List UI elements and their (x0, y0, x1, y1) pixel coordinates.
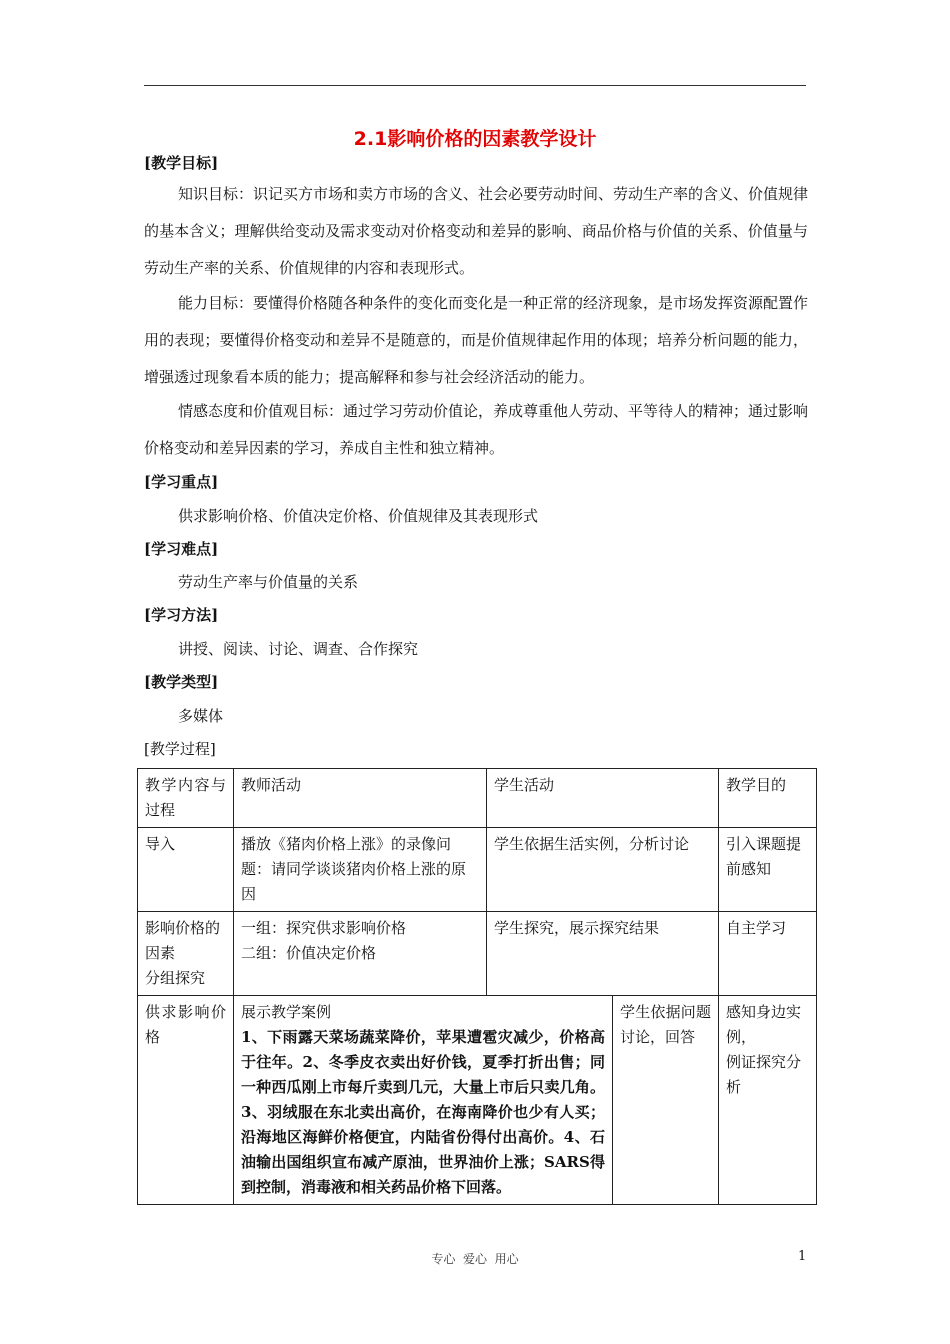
heading-key-points: [学习重点] (144, 473, 219, 491)
heading-difficulty: [学习难点] (144, 540, 219, 558)
cell-content: 导入 (138, 828, 234, 912)
cell-student: 学生探究，展示探究结果 (487, 912, 719, 996)
table-row (138, 828, 817, 912)
header-rule (144, 85, 806, 86)
cell-teacher-cases: 1、下雨露天菜场蔬菜降价，苹果遭雹灾减少，价格高于往年。2、冬季皮衣卖出好价钱，夏季打折出售；同一种西瓜刚上市每斤卖到几元，大量上市后只卖几角。3、羽绒服在东北卖出高价，在海南降价也少有人买；沿海地区海鲜价格便宜，内陆省份得付出高价。4、石油输出国组织宣布减产原油，世界油价上涨；SARS得到控制，消毒液和相关药品价格下回落。 (241, 1028, 605, 1196)
cell-teacher: 播放《猪肉价格上涨》的录像问题：请同学谈谈猪肉价格上涨的原因 (234, 828, 487, 912)
heading-method: [学习方法] (144, 606, 219, 624)
header-content: 教学内容与过程 (138, 769, 234, 828)
paragraph-ability-goal: 能力目标：要懂得价格随各种条件的变化而变化是一种正常的经济现象，是市场发挥资源配置作用的表现；要懂得价格变动和差异不是随意的，而是价值规律起作用的体现；培养分析问题的能力，增强透过现象看本质的能力；提高解释和参与社会经济活动的能力。 (144, 294, 809, 386)
cell-teacher-line: 二组：价值决定价格 (241, 944, 377, 962)
cell-content: 供求影响价格 (138, 996, 234, 1205)
cell-student: 学生依据生活实例，分析讨论 (487, 828, 719, 912)
heading-teaching-goals: [教学目标] (144, 154, 219, 172)
cell-teacher-intro: 展示教学案例 (241, 1003, 332, 1021)
difficulty-text: 劳动生产率与价值量的关系 (178, 573, 359, 591)
teaching-type-text: 多媒体 (178, 707, 224, 725)
process-table (137, 768, 817, 1205)
cell-teacher (234, 912, 487, 996)
page-number: 1 (798, 1249, 807, 1264)
cell-student: 学生依据问题讨论，回答 (613, 996, 719, 1205)
cell-teacher-line: 一组：探究供求影响价格 (241, 919, 407, 937)
paragraph-knowledge-goal: 知识目标：识记买方市场和卖方市场的含义、社会必要劳动时间、劳动生产率的含义、价值规律的基本含义；理解供给变动及需求变动对价格变动和差异的影响、商品价格与价值的关系、价值量与劳动生产率的关系、价值规律的内容和表现形式。 (144, 185, 809, 277)
header-purpose: 教学目的 (719, 769, 817, 828)
cell-content-line: 分组探究 (145, 969, 206, 987)
cell-content-line: 影响价格的因素 (145, 919, 221, 962)
page-footer: 专心 爱心 用心 (431, 1252, 519, 1266)
table-row (138, 996, 817, 1205)
method-text: 讲授、阅读、讨论、调查、合作探究 (178, 640, 419, 658)
paragraph-emotion-goal: 情感态度和价值观目标：通过学习劳动价值论，养成尊重他人劳动、平等待人的精神；通过影响价格变动和差异因素的学习，养成自主性和独立精神。 (144, 402, 809, 457)
heading-process: [教学过程] (144, 740, 216, 758)
cell-purpose (719, 996, 817, 1205)
header-student: 学生活动 (487, 769, 719, 828)
header-teacher: 教师活动 (234, 769, 487, 828)
table-header-row (138, 769, 817, 828)
document-title: 2.1影响价格的因素教学设计 (353, 128, 597, 150)
heading-teaching-type: [教学类型] (144, 673, 219, 691)
cell-purpose: 引入课题提前感知 (719, 828, 817, 912)
cell-content (138, 912, 234, 996)
cell-purpose: 自主学习 (719, 912, 817, 996)
cell-purpose-line: 例证探究分析 (726, 1053, 802, 1096)
table-row (138, 912, 817, 996)
key-points-text: 供求影响价格、价值决定价格、价值规律及其表现形式 (178, 507, 539, 525)
cell-purpose-line: 感知身边实例， (726, 1003, 802, 1046)
cell-teacher (234, 996, 613, 1205)
